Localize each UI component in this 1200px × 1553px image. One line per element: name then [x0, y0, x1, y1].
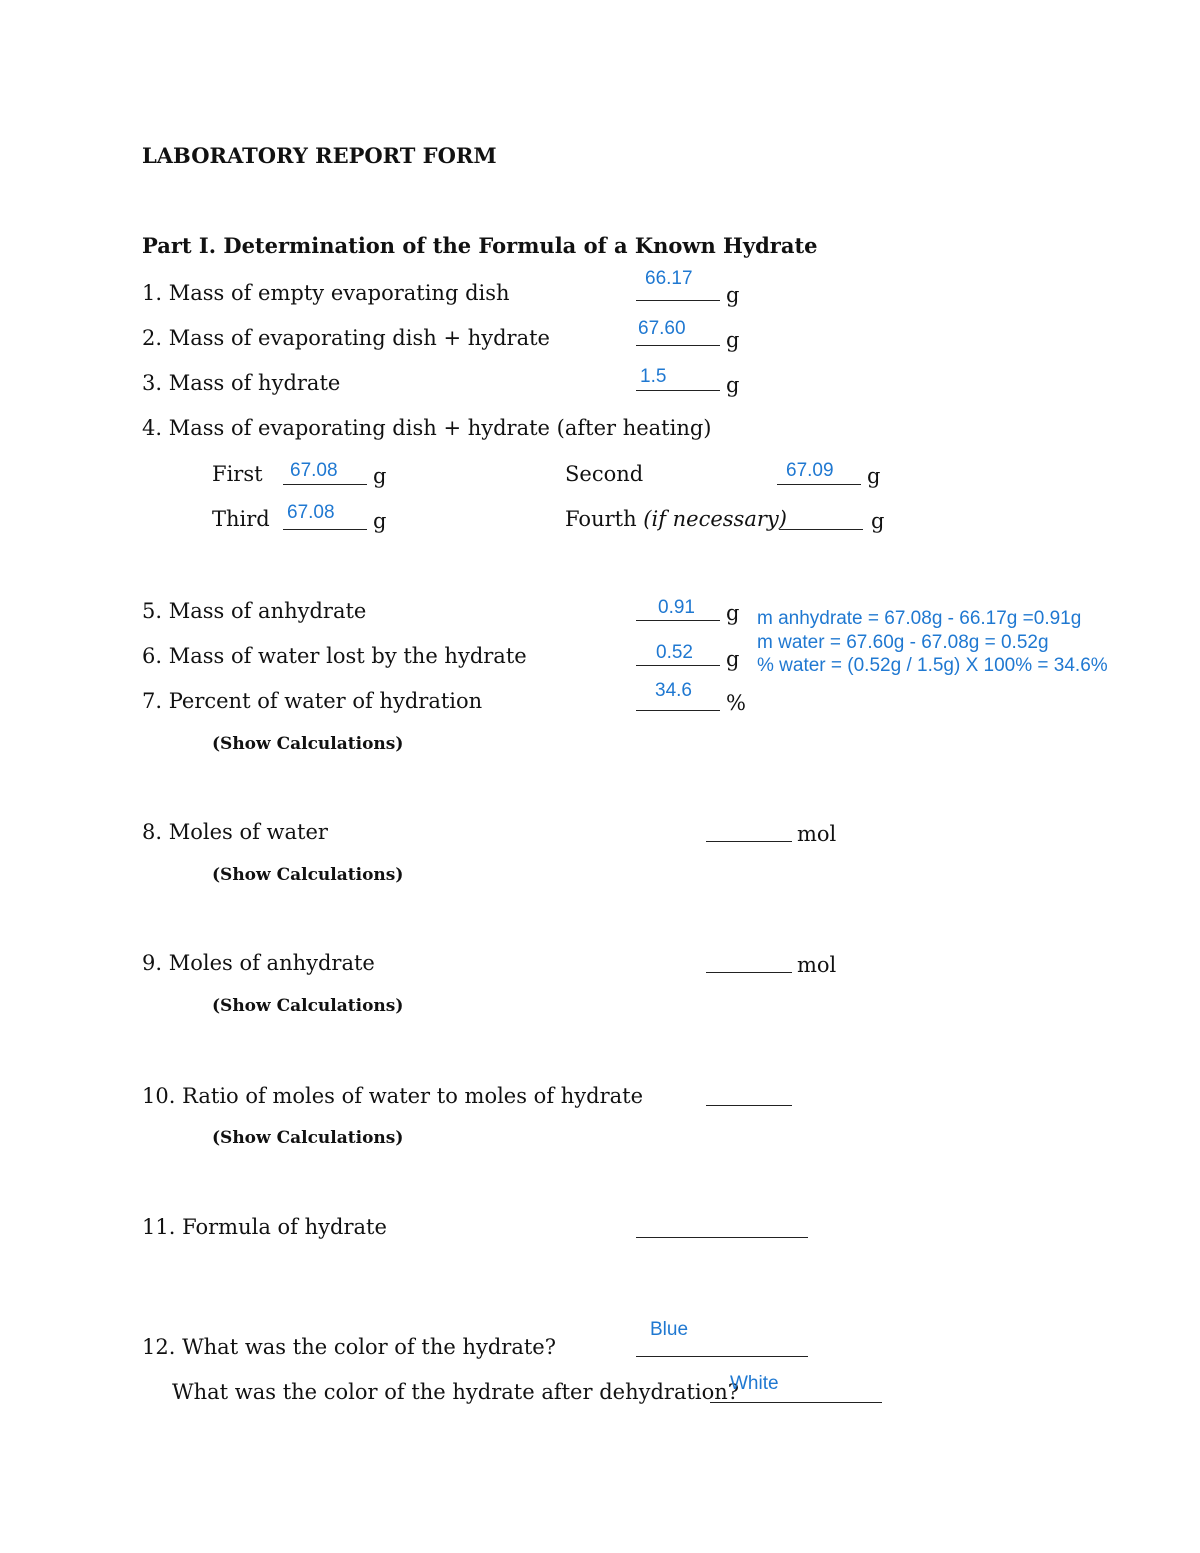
q4-fourth-blank	[779, 529, 863, 530]
q9-unit: mol	[797, 953, 837, 977]
calc-line-3: % water = (0.52g / 1.5g) X 100% = 34.6%	[757, 655, 1108, 676]
q4-fourth-label	[565, 506, 787, 532]
q7-blank	[636, 710, 720, 711]
q10-blank	[706, 1105, 792, 1106]
q5-unit: g	[726, 601, 740, 625]
q9-label: 9. Moles of anhydrate	[142, 951, 375, 975]
q6-unit: g	[726, 647, 740, 671]
q6-label: 6. Mass of water lost by the hydrate	[142, 644, 527, 668]
q12-answer[interactable]: Blue	[650, 1319, 689, 1340]
q5-label: 5. Mass of anhydrate	[142, 599, 367, 623]
q5-blank	[636, 620, 720, 621]
q12b-blank	[710, 1402, 882, 1403]
q4-third-label: Third	[212, 507, 270, 531]
q4-second-unit: g	[867, 464, 881, 488]
calc-line-1: m anhydrate = 67.08g - 66.17g =0.91g	[757, 608, 1082, 629]
q4-label: 4. Mass of evaporating dish + hydrate (after heating)	[142, 416, 712, 440]
calc-line-2: m water = 67.60g - 67.08g = 0.52g	[757, 632, 1049, 653]
q1-unit: g	[726, 283, 740, 307]
q11-blank	[636, 1237, 808, 1238]
q5-answer[interactable]: 0.91	[658, 597, 695, 618]
form-title: LABORATORY REPORT FORM	[142, 143, 497, 168]
q4-fourth-unit: g	[871, 509, 885, 533]
q4-first-blank	[283, 484, 367, 485]
q4-first-label: First	[212, 462, 263, 486]
q8-show-calc: (Show Calculations)	[212, 865, 404, 885]
q4-fourth-note: (if necessary)	[643, 507, 787, 531]
q11-label: 11. Formula of hydrate	[142, 1215, 387, 1239]
q10-show-calc: (Show Calculations)	[212, 1128, 404, 1148]
q4-third-blank	[283, 529, 367, 530]
q4-second-label: Second	[565, 462, 644, 486]
q7-label: 7. Percent of water of hydration	[142, 689, 483, 713]
q1-answer[interactable]: 66.17	[645, 268, 693, 289]
q9-blank	[706, 972, 792, 973]
q7-unit: %	[726, 691, 746, 715]
q12b-answer[interactable]: White	[730, 1373, 779, 1394]
q8-label: 8. Moles of water	[142, 820, 328, 844]
q10-label: 10. Ratio of moles of water to moles of hydrate	[142, 1084, 644, 1108]
q12-label: 12. What was the color of the hydrate?	[142, 1335, 556, 1359]
q3-label: 3. Mass of hydrate	[142, 371, 341, 395]
q1-label: 1. Mass of empty evaporating dish	[142, 281, 510, 305]
q2-label: 2. Mass of evaporating dish + hydrate	[142, 326, 550, 350]
q3-answer[interactable]: 1.5	[640, 366, 667, 387]
q4-second-blank	[777, 484, 861, 485]
q4-second-answer[interactable]: 67.09	[786, 460, 834, 481]
q4-third-unit: g	[373, 509, 387, 533]
q3-unit: g	[726, 373, 740, 397]
q2-unit: g	[726, 328, 740, 352]
q7-show-calc: (Show Calculations)	[212, 734, 404, 754]
q3-blank	[636, 390, 720, 391]
q7-answer[interactable]: 34.6	[655, 680, 692, 701]
q4-first-answer[interactable]: 67.08	[290, 460, 338, 481]
q12b-label: What was the color of the hydrate after dehydration?	[172, 1380, 740, 1404]
q4-fourth-label-text: Fourth	[565, 507, 637, 531]
q2-answer[interactable]: 67.60	[638, 318, 686, 339]
q4-third-answer[interactable]: 67.08	[287, 502, 335, 523]
q8-unit: mol	[797, 822, 837, 846]
part-title: Part I. Determination of the Formula of a Known Hydrate	[142, 233, 818, 258]
q8-blank	[706, 841, 792, 842]
q12-blank	[636, 1356, 808, 1357]
q6-blank	[636, 665, 720, 666]
q2-blank	[636, 345, 720, 346]
q9-show-calc: (Show Calculations)	[212, 996, 404, 1016]
q6-answer[interactable]: 0.52	[656, 642, 693, 663]
q4-first-unit: g	[373, 464, 387, 488]
q1-blank	[636, 300, 720, 301]
